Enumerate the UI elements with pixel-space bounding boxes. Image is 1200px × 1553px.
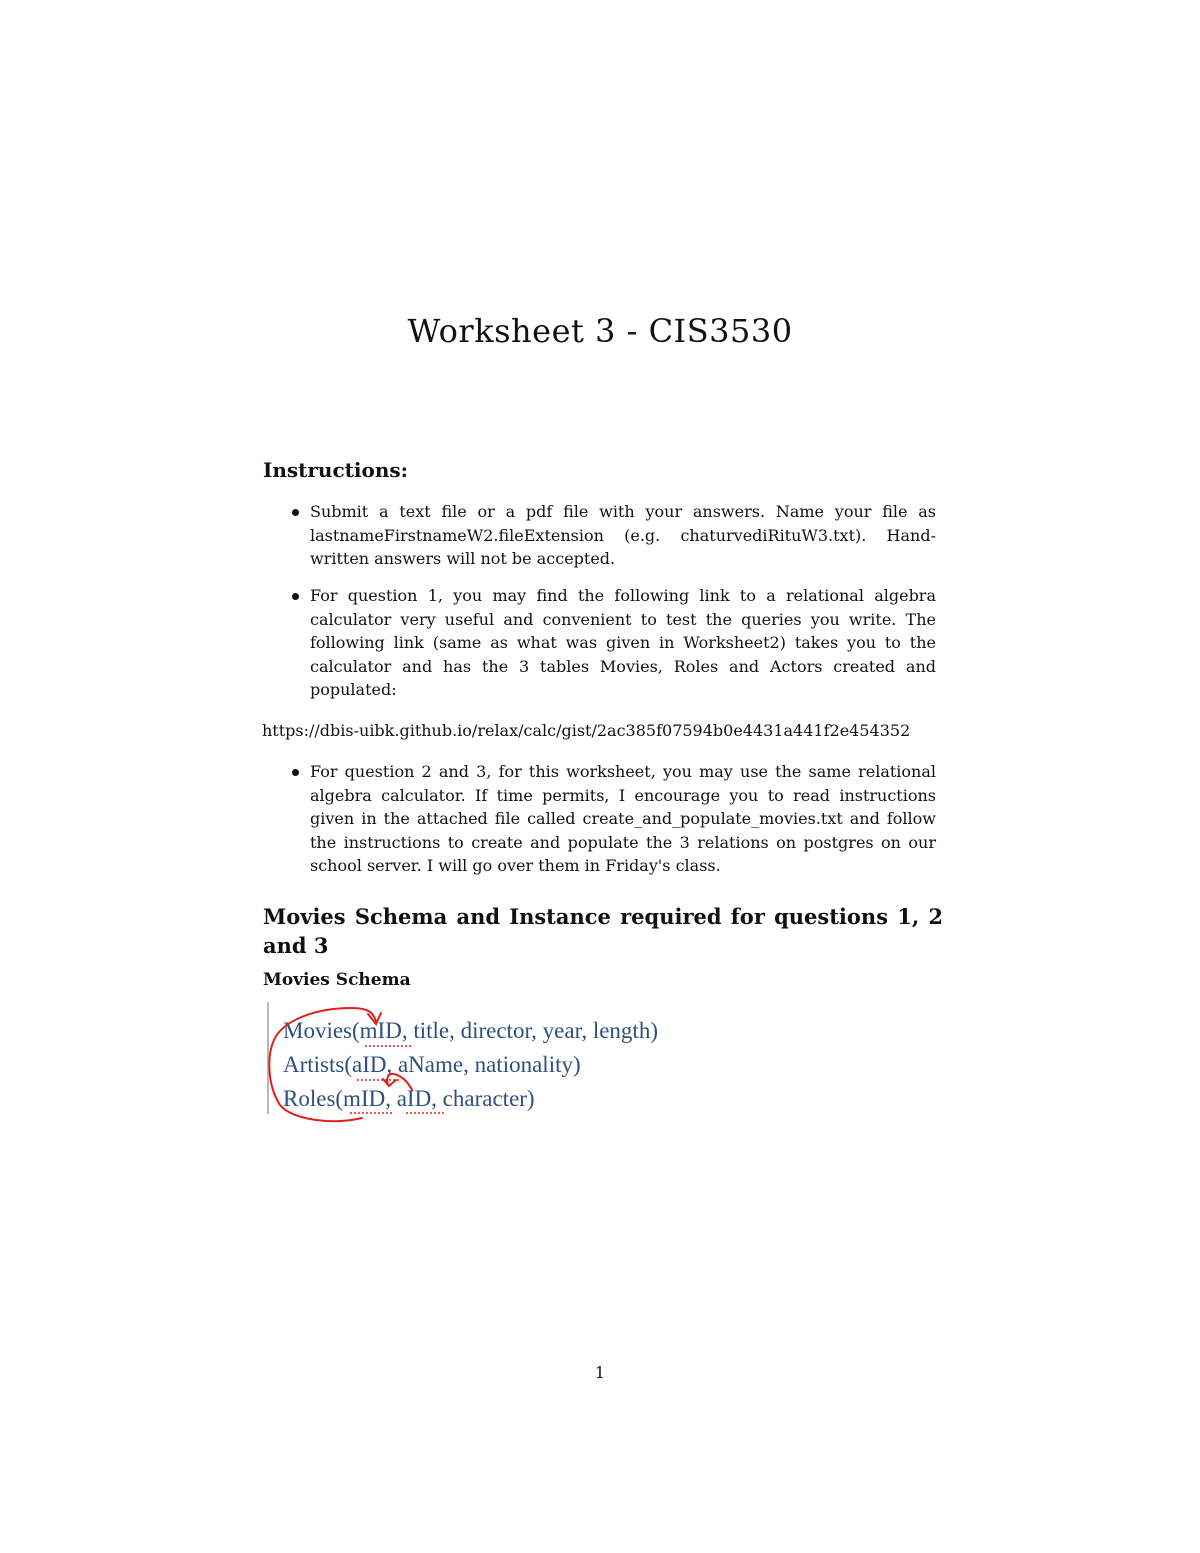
instructions-heading: Instructions:: [263, 458, 409, 482]
calculator-link[interactable]: https://dbis-uibk.github.io/relax/calc/gist/2ac385f07594b0e4431a441f2e454352: [262, 721, 911, 740]
instruction-bullet-2: For question 1, you may find the following link to a relational algebra calculator very useful and convenient to test the queries you write. The following link (same as what was given in Worksheet2) takes you to the calculator and has the 3 tables Movies, Roles and Actors created and populated:: [310, 586, 936, 699]
page-title: Worksheet 3 - CIS3530: [407, 312, 793, 350]
schema-line-artists: Artists(aID, aName, nationality): [283, 1052, 581, 1077]
page-number: 1: [594, 1363, 606, 1382]
foreign-key-arrow-mid: [269, 1008, 376, 1121]
schema-line-roles: Roles(mID, aID, character): [283, 1086, 535, 1111]
instruction-bullet-3: For question 2 and 3, for this worksheet, you may use the same relational algebra calculator. If time permits, I encourage you to read instructions given in the attached file called create_and_populate_movies.txt and follow the instructions to create and populate the 3 relations on postgres on our school server. I will go over them in Friday's class.: [310, 762, 936, 875]
schema-subheading: Movies Schema: [263, 970, 411, 990]
bullet-dot: [292, 593, 299, 600]
bullet-dot: [292, 769, 299, 776]
instruction-bullet-1: Submit a text file or a pdf file with your answers. Name your file as lastnameFirstnameW2.fileExtension (e.g. chaturvediRituW3.txt). Hand-written answers will not be accepted.: [310, 502, 936, 568]
schema-line-movies: Movies(mID, title, director, year, length): [283, 1018, 658, 1043]
schema-section-heading: Movies Schema and Instance required for questions 1, 2 and 3: [263, 904, 943, 958]
handwritten-annotation: [262, 1000, 722, 1125]
bullet-dot: [292, 509, 299, 516]
foreign-key-arrow-aid: [387, 1074, 412, 1090]
